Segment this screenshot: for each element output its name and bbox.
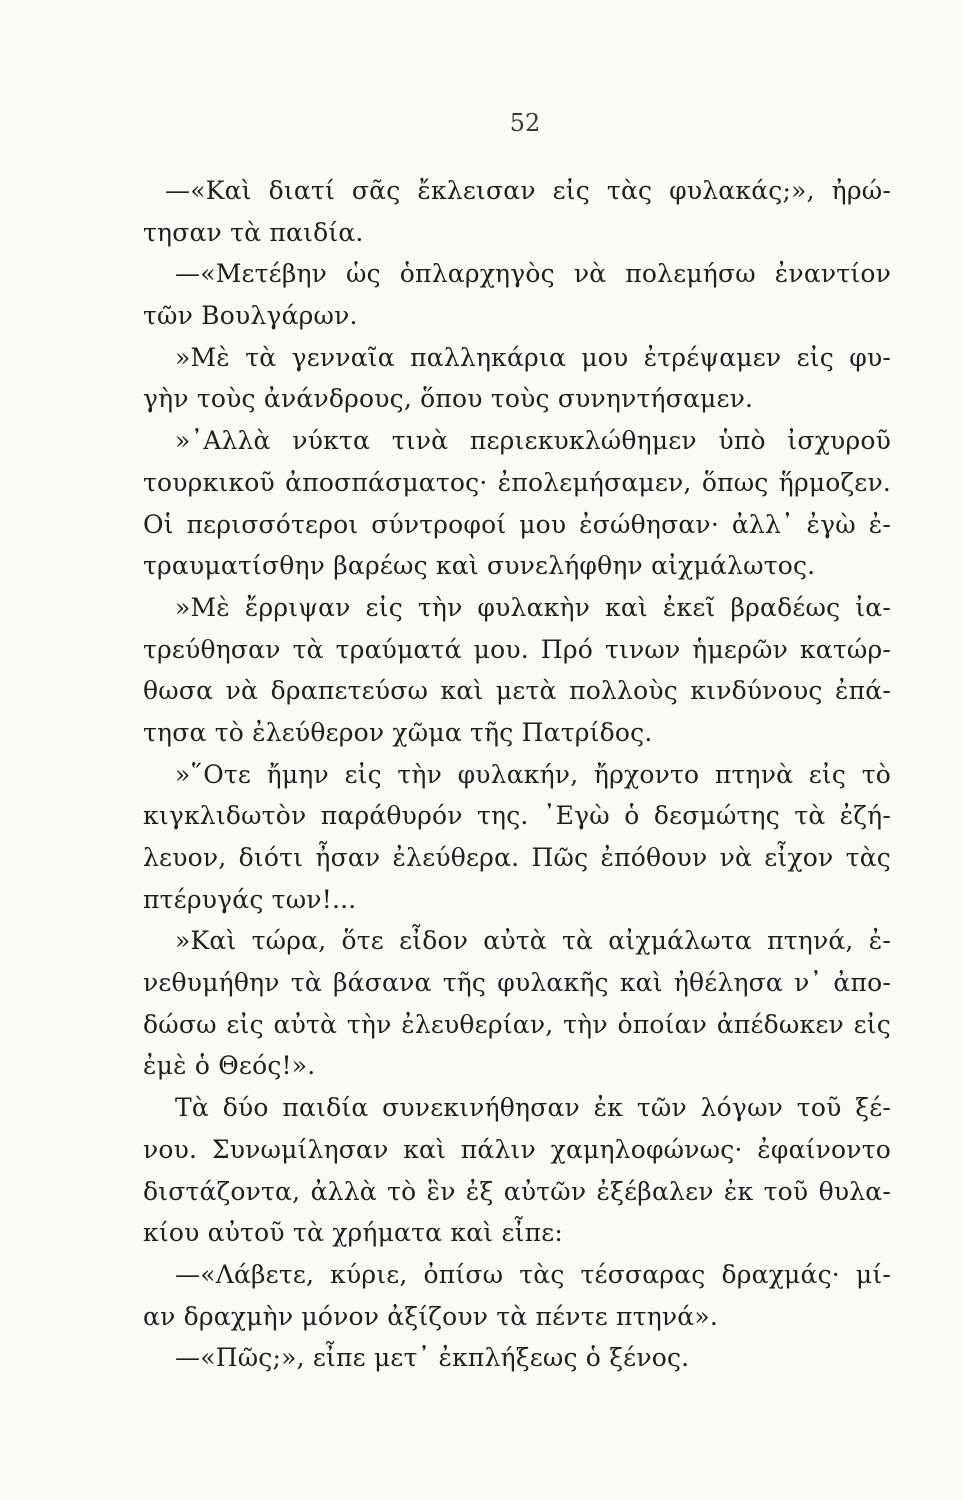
text-line: διστάζοντα, ἀλλὰ τὸ ἓν ἐξ αὐτῶν ἐξέβαλεν ἐκ τοῦ θυλα-: [143, 1176, 891, 1206]
text-line: νεθυμήθην τὰ βάσανα τῆς φυλακῆς καὶ ἠθέλησα ν᾿ ἀπο-: [143, 968, 891, 998]
text-line: δώσω εἰς αὐτὰ τὴν ἐλευθερίαν, τὴν ὁποίαν ἀπέδωκεν εἰς: [143, 1009, 891, 1039]
text-line: —«Λάβετε, κύριε, ὀπίσω τὰς τέσσαρας δραχμάς· μί-: [175, 1259, 891, 1289]
page-number: 52: [509, 109, 541, 137]
text-line: »᾿Αλλὰ νύκτα τινὰ περιεκυκλώθημεν ὑπὸ ἰσχυροῦ: [175, 426, 891, 456]
body-text: [143, 170, 891, 1379]
text-line: νου. Συνωμίλησαν καὶ πάλιν χαμηλοφώνως· ἐφαίνοντο: [143, 1134, 891, 1164]
text-line: »῞Οτε ἤμην εἰς τὴν φυλακήν, ἤρχοντο πτηνὰ εἰς τὸ: [175, 759, 891, 789]
text-line: —«Μετέβην ὡς ὁπλαρχηγὸς νὰ πολεμήσω ἐναντίον: [175, 259, 891, 289]
text-line: Τὰ δύο παιδία συνεκινήθησαν ἐκ τῶν λόγων τοῦ ξέ-: [175, 1093, 891, 1123]
text-line: τουρκικοῦ ἀποσπάσματος· ἐπολεμήσαμεν, ὅπως ἥρμοζεν.: [143, 467, 891, 497]
text-line: τησαν τὰ παιδία.: [143, 217, 364, 247]
text-line: κιγκλιδωτὸν παράθυρόν της. ᾿Εγὼ ὁ δεσμώτης τὰ ἐζή-: [143, 801, 891, 831]
text-line: »Μὲ ἔρριψαν εἰς τὴν φυλακὴν καὶ ἐκεῖ βραδέως ἰα-: [175, 592, 891, 622]
text-line: —«Πῶς;», εἶπε μετ᾿ ἐκπλήξεως ὁ ξένος.: [175, 1343, 690, 1373]
text-line: τῶν Βουλγάρων.: [143, 301, 358, 331]
text-line: »Καὶ τώρα, ὅτε εἶδον αὐτὰ τὰ αἰχμάλωτα πτηνά, ἐ-: [175, 926, 891, 956]
text-line: —«Καὶ διατί σᾶς ἔκλεισαν εἰς τὰς φυλακάς;», ἠρώ-: [165, 176, 891, 205]
text-line: αν δραχμὴν μόνον ἀξίζουν τὰ πέντε πτηνά».: [143, 1301, 718, 1331]
text-line: ἐμὲ ὁ Θεός!».: [143, 1051, 316, 1081]
text-line: »Μὲ τὰ γενναῖα παλληκάρια μου ἐτρέψαμεν εἰς φυ-: [175, 342, 891, 372]
text-line: πτέρυγάς των!...: [143, 884, 357, 914]
text-line: Οἱ περισσότεροι σύντροφοί μου ἐσώθησαν· ἀλλ᾿ ἐγὼ ἐ-: [143, 509, 891, 539]
text-line: κίου αὐτοῦ τὰ χρήματα καὶ εἶπε:: [143, 1218, 564, 1248]
text-line: θωσα νὰ δραπετεύσω καὶ μετὰ πολλοὺς κινδύνους ἐπά-: [143, 676, 891, 706]
text-line: τρεύθησαν τὰ τραύματά μου. Πρό τινων ἡμερῶν κατώρ-: [143, 634, 891, 664]
text-line: τραυματίσθην βαρέως καὶ συνελήφθην αἰχμάλωτος.: [143, 551, 816, 581]
text-line: λευον, διότι ἦσαν ἐλεύθερα. Πῶς ἐπόθουν νὰ εἶχον τὰς: [143, 843, 891, 872]
text-line: γὴν τοὺς ἀνάνδρους, ὅπου τοὺς συνηντήσαμεν.: [143, 384, 754, 414]
text-line: τησα τὸ ἐλεύθερον χῶμα τῆς Πατρίδος.: [143, 717, 653, 747]
